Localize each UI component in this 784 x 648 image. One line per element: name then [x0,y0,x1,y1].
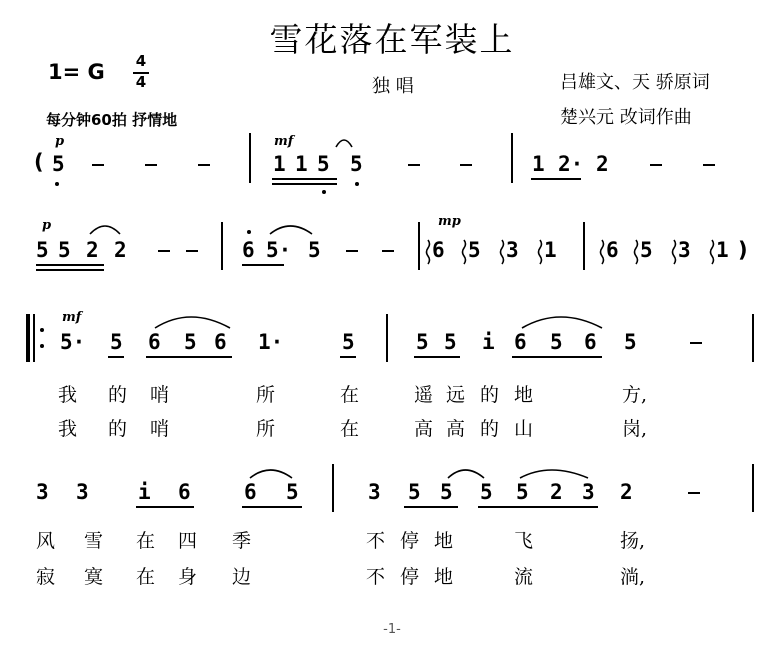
repeat-dot [40,344,44,348]
note: 6 [432,238,445,262]
note: 2 [114,238,127,262]
lyric-char: 在 [136,530,156,552]
underline [242,506,302,508]
song-title: 雪花落在军装上 [269,20,515,59]
barline [221,222,223,270]
underline [136,506,194,508]
underline [242,264,284,266]
barline [249,133,251,183]
note: 5 [624,330,637,354]
lyric-char: 扬, [620,530,646,552]
note: 5 [416,330,429,354]
lyric-char: 寂 [36,566,56,588]
performance-type: 独 唱 [372,76,414,97]
dash [650,164,662,166]
lyric-char: 在 [340,384,360,406]
repeat-barline [33,314,35,362]
lyric-char: 在 [340,418,360,440]
lyric-char: 哨 [150,418,170,440]
lyric-char: 流 [514,566,534,588]
underline [478,506,598,508]
lyric-char: 地 [434,530,454,552]
note: 5 [308,238,321,262]
dash [703,164,715,166]
lyric-char: 不 [366,566,386,588]
note: ) [738,238,748,262]
note: 5 [550,330,563,354]
note: 6 [214,330,227,354]
low-octave-dot [55,182,59,186]
note: 6 [242,238,255,262]
lyric-char: 远 [446,384,466,406]
underline [512,356,602,358]
dynamic-mf: mf [62,310,82,325]
lyric-char: 停 [400,530,420,552]
lyric-char: 地 [434,566,454,588]
low-octave-dot [322,190,326,194]
lyric-char: 遥 [414,384,434,406]
note: 6 [178,480,191,504]
note: 5 [184,330,197,354]
note: 3 [76,480,89,504]
note: 5 [440,480,453,504]
note: 2 [86,238,99,262]
note: 5 [36,238,49,262]
note: 5· [60,330,86,354]
page-number: -1- [383,622,401,637]
note: 5 [468,238,481,262]
lyric-char: 寞 [84,566,104,588]
note: 5 [110,330,123,354]
dash [198,164,210,166]
dynamic-mf: mf [274,134,294,149]
dash [186,250,198,252]
underline [531,178,581,180]
note: ( [34,150,44,174]
note: 5 [342,330,355,354]
note: 1 [532,152,545,176]
note: 3 [368,480,381,504]
note: 3 [582,480,595,504]
note: 5 [58,238,71,262]
note: 1 [544,238,557,262]
note: 3 [506,238,519,262]
dynamic-p: p [42,218,52,233]
lyric-char: 边 [232,566,252,588]
lyric-char: 雪 [84,530,104,552]
dynamic-p: p [55,134,65,149]
note: 2 [620,480,633,504]
lyric-char: 所 [256,384,276,406]
lyric-char: 地 [514,384,534,406]
repeat-barline [26,314,30,362]
note: 2 [596,152,609,176]
note: 6 [514,330,527,354]
note: 5 [480,480,493,504]
tempo-marking: 每分钟60拍 抒情地 [46,111,178,129]
lyric-char: 季 [232,530,252,552]
lyric-char: 哨 [150,384,170,406]
time-signature-top: 4 [135,52,147,70]
note: 5 [640,238,653,262]
note: 1 [716,238,729,262]
barline [386,314,388,362]
music-credit: 楚兴元 改词作曲 [560,107,692,128]
underline [36,264,104,266]
lyric-char: 高 [414,418,434,440]
barline [752,464,754,512]
note: 3 [678,238,691,262]
lyric-char: 身 [178,566,198,588]
time-signature-bottom: 4 [135,73,147,91]
key-signature: 1= G [48,60,105,84]
dash [346,250,358,252]
repeat-dot [40,328,44,332]
lyric-char: 飞 [514,530,534,552]
note: 6 [606,238,619,262]
note: i [138,480,151,504]
lyric-char: 在 [136,566,156,588]
dash [408,164,420,166]
barline [511,133,513,183]
note: 3 [36,480,49,504]
lyric-char: 淌, [620,566,646,588]
barline [418,222,420,270]
dash [92,164,104,166]
note: i [482,330,495,354]
lyric-char: 的 [480,384,500,406]
underline [108,356,124,358]
underline [146,356,232,358]
lyric-char: 高 [446,418,466,440]
high-octave-dot [247,230,251,234]
underline [36,269,104,271]
lyrics-credit: 吕雄文、天 骄原词 [560,72,710,93]
underline [340,356,356,358]
note: 5 [444,330,457,354]
note: 1· [258,330,284,354]
barline [752,314,754,362]
note: 6 [584,330,597,354]
dash [158,250,170,252]
dash [145,164,157,166]
barline [332,464,334,512]
dash [382,250,394,252]
lyric-char: 岗, [622,418,648,440]
lyric-char: 的 [480,418,500,440]
note: 5 [408,480,421,504]
lyric-char: 风 [36,530,56,552]
barline [583,222,585,270]
lyric-char: 停 [400,566,420,588]
underline [272,183,337,185]
lyric-char: 所 [256,418,276,440]
lyric-char: 我 [58,384,78,406]
dash [688,492,700,494]
note: 5· [266,238,292,262]
lyric-char: 方, [622,384,648,406]
lyric-char: 的 [108,418,128,440]
note: 6 [244,480,257,504]
underline [404,506,458,508]
note: 6 [148,330,161,354]
note: 5 [350,152,363,176]
note: 5 [516,480,529,504]
note: 1 [273,152,286,176]
note: 2 [550,480,563,504]
lyric-char: 我 [58,418,78,440]
dash [460,164,472,166]
lyric-char: 山 [514,418,534,440]
note: 5 [286,480,299,504]
underline [414,356,460,358]
underline [272,178,337,180]
lyric-char: 的 [108,384,128,406]
dash [690,342,702,344]
dynamic-mp: mp [438,214,461,229]
note: 2· [558,152,584,176]
lyric-char: 不 [366,530,386,552]
lyric-char: 四 [178,530,198,552]
note: 5 [317,152,330,176]
note: 5 [52,152,65,176]
low-octave-dot [355,182,359,186]
note: 1 [295,152,308,176]
